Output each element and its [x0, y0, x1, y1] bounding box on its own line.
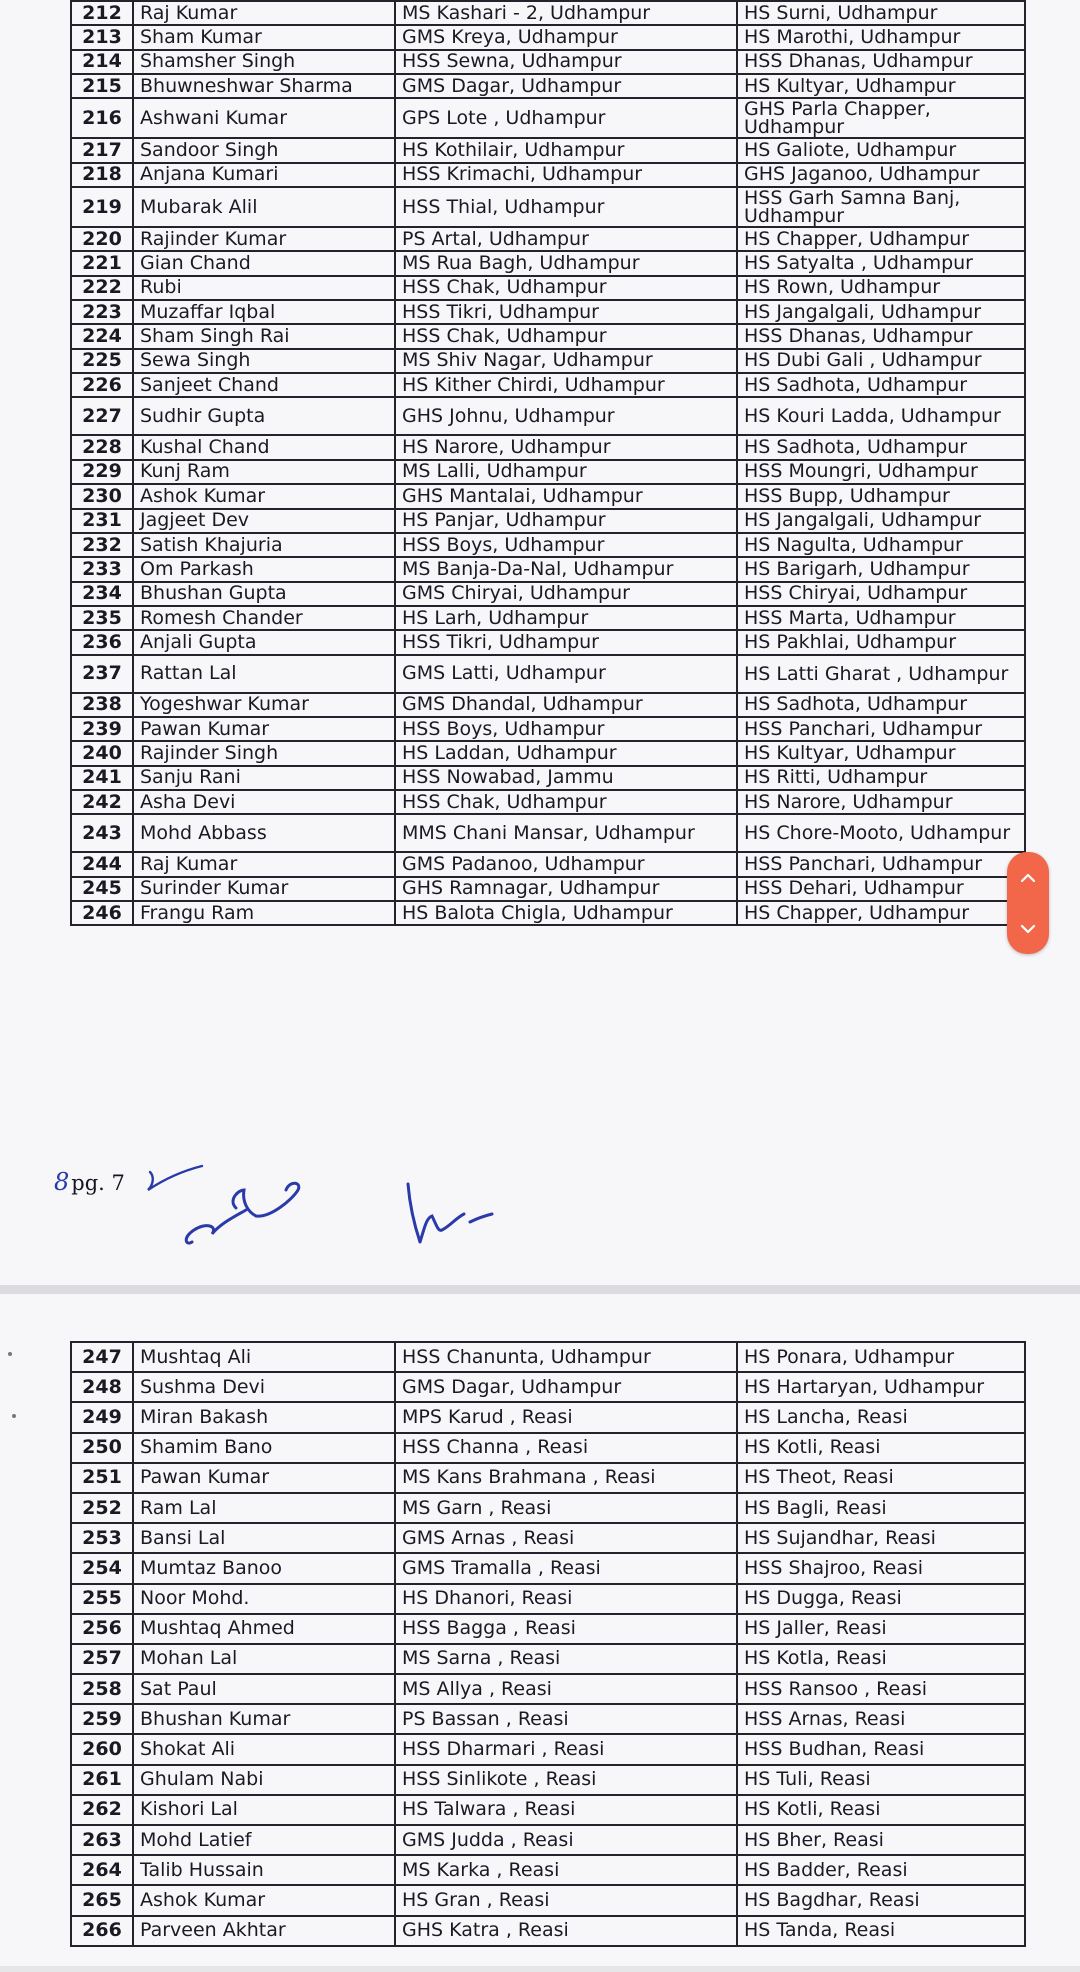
serial-number: 221 — [71, 251, 133, 275]
new-posting: HS Kotli, Reasi — [737, 1795, 1025, 1825]
employee-name: Pawan Kumar — [133, 717, 395, 741]
table-row — [71, 1674, 1025, 1704]
employee-name: Ghulam Nabi — [133, 1765, 395, 1795]
serial-number: 257 — [71, 1644, 133, 1674]
chevron-up-icon — [1020, 873, 1036, 883]
serial-number: 218 — [71, 163, 133, 187]
serial-number: 234 — [71, 582, 133, 606]
serial-number: 215 — [71, 74, 133, 98]
new-posting: HS Tanda, Reasi — [737, 1916, 1025, 1946]
table-row — [71, 484, 1025, 508]
serial-number: 256 — [71, 1614, 133, 1644]
current-posting: HSS Chak, Udhampur — [395, 790, 737, 814]
new-posting: HS Theot, Reasi — [737, 1463, 1025, 1493]
employee-name: Raj Kumar — [133, 1, 395, 25]
new-posting: HS Bagdhar, Reasi — [737, 1885, 1025, 1915]
employee-name: Muzaffar Iqbal — [133, 300, 395, 324]
table-row — [71, 1825, 1025, 1855]
table-row — [71, 251, 1025, 275]
employee-name: Sham Kumar — [133, 25, 395, 49]
table-row — [71, 98, 1025, 138]
current-posting: HSS Channa , Reasi — [395, 1433, 737, 1463]
serial-number: 223 — [71, 300, 133, 324]
current-posting: GMS Arnas , Reasi — [395, 1523, 737, 1553]
employee-name: Sudhir Gupta — [133, 397, 395, 435]
serial-number: 219 — [71, 187, 133, 227]
current-posting: GMS Tramalla , Reasi — [395, 1553, 737, 1583]
serial-number: 229 — [71, 460, 133, 484]
table-row — [71, 693, 1025, 717]
current-posting: HSS Chanunta, Udhampur — [395, 1342, 737, 1372]
employee-name: Rubi — [133, 276, 395, 300]
scan-speck — [12, 1414, 16, 1418]
new-posting: HS Bagli, Reasi — [737, 1493, 1025, 1523]
serial-number: 225 — [71, 349, 133, 373]
serial-number: 236 — [71, 630, 133, 654]
table-row — [71, 1795, 1025, 1825]
new-posting: HS Surni, Udhampur — [737, 1, 1025, 25]
serial-number: 247 — [71, 1342, 133, 1372]
current-posting: MS Allya , Reasi — [395, 1674, 737, 1704]
current-posting: MS Kashari - 2, Udhampur — [395, 1, 737, 25]
serial-number: 220 — [71, 227, 133, 251]
serial-number: 237 — [71, 655, 133, 693]
new-posting: HS Chapper, Udhampur — [737, 227, 1025, 251]
new-posting: HS Ritti, Udhampur — [737, 766, 1025, 790]
table-row — [71, 790, 1025, 814]
employee-name: Kunj Ram — [133, 460, 395, 484]
new-posting: HS Chapper, Udhampur — [737, 901, 1025, 925]
serial-number: 212 — [71, 1, 133, 25]
scroll-down-button[interactable] — [1007, 903, 1049, 954]
employee-name: Shokat Ali — [133, 1734, 395, 1764]
serial-number: 264 — [71, 1855, 133, 1885]
page-separator — [0, 1285, 1080, 1294]
current-posting: HSS Dharmari , Reasi — [395, 1734, 737, 1764]
employee-name: Ashok Kumar — [133, 484, 395, 508]
page-number — [54, 1168, 125, 1196]
current-posting: HSS Chak, Udhampur — [395, 276, 737, 300]
serial-number: 245 — [71, 877, 133, 901]
current-posting: HSS Sinlikote , Reasi — [395, 1765, 737, 1795]
table-row — [71, 852, 1025, 876]
serial-number: 248 — [71, 1372, 133, 1402]
table-row — [71, 1765, 1025, 1795]
signature-two — [408, 1184, 492, 1242]
serial-number: 258 — [71, 1674, 133, 1704]
serial-number: 216 — [71, 98, 133, 138]
employee-name: Anjana Kumari — [133, 163, 395, 187]
table-row — [71, 741, 1025, 765]
current-posting: HS Balota Chigla, Udhampur — [395, 901, 737, 925]
page-label: pg. 7 — [71, 1171, 125, 1195]
employee-name: Bhuwneshwar Sharma — [133, 74, 395, 98]
current-posting: HS Kither Chirdi, Udhampur — [395, 373, 737, 397]
table-row — [71, 397, 1025, 435]
serial-number: 217 — [71, 138, 133, 162]
employee-name: Pawan Kumar — [133, 1463, 395, 1493]
serial-number: 231 — [71, 509, 133, 533]
new-posting: GHS Jaganoo, Udhampur — [737, 163, 1025, 187]
table-row — [71, 1916, 1025, 1946]
table-row — [71, 1493, 1025, 1523]
new-posting: HS Jangalgali, Udhampur — [737, 300, 1025, 324]
scroll-up-button[interactable] — [1007, 852, 1049, 903]
new-posting: HS Ponara, Udhampur — [737, 1342, 1025, 1372]
employee-name: Anjali Gupta — [133, 630, 395, 654]
table-row — [71, 1614, 1025, 1644]
current-posting: HS Larh, Udhampur — [395, 606, 737, 630]
new-posting: HS Sadhota, Udhampur — [737, 373, 1025, 397]
serial-number: 253 — [71, 1523, 133, 1553]
current-posting: MMS Chani Mansar, Udhampur — [395, 814, 737, 852]
table-row — [71, 1584, 1025, 1614]
serial-number: 214 — [71, 50, 133, 74]
serial-number: 235 — [71, 606, 133, 630]
current-posting: MS Kans Brahmana , Reasi — [395, 1463, 737, 1493]
chevron-down-icon — [1020, 924, 1036, 934]
employee-name: Mubarak Alil — [133, 187, 395, 227]
new-posting: HS Marothi, Udhampur — [737, 25, 1025, 49]
current-posting: PS Bassan , Reasi — [395, 1704, 737, 1734]
employee-name: Sanjeet Chand — [133, 373, 395, 397]
employee-name: Sham Singh Rai — [133, 324, 395, 348]
table-row — [71, 25, 1025, 49]
new-posting: HSS Chiryai, Udhampur — [737, 582, 1025, 606]
current-posting: HSS Chak, Udhampur — [395, 324, 737, 348]
table-row — [71, 187, 1025, 227]
new-posting: HS Kotli, Reasi — [737, 1433, 1025, 1463]
employee-name: Jagjeet Dev — [133, 509, 395, 533]
signature-tick — [148, 1166, 202, 1190]
employee-name: Surinder Kumar — [133, 877, 395, 901]
new-posting: HSS Dehari, Udhampur — [737, 877, 1025, 901]
employee-name: Shamsher Singh — [133, 50, 395, 74]
new-posting: HSS Panchari, Udhampur — [737, 852, 1025, 876]
serial-number: 254 — [71, 1553, 133, 1583]
new-posting: HS Kotla, Reasi — [737, 1644, 1025, 1674]
employee-name: Talib Hussain — [133, 1855, 395, 1885]
current-posting: MS Shiv Nagar, Udhampur — [395, 349, 737, 373]
employee-name: Mohd Abbass — [133, 814, 395, 852]
serial-number: 260 — [71, 1734, 133, 1764]
employee-name: Parveen Akhtar — [133, 1916, 395, 1946]
current-posting: HSS Tikri, Udhampur — [395, 300, 737, 324]
table-row — [71, 533, 1025, 557]
serial-number: 224 — [71, 324, 133, 348]
serial-number: 250 — [71, 1433, 133, 1463]
table-row — [71, 1523, 1025, 1553]
serial-number: 243 — [71, 814, 133, 852]
table-row — [71, 1855, 1025, 1885]
table-row — [71, 1734, 1025, 1764]
new-posting: HS Galiote, Udhampur — [737, 138, 1025, 162]
serial-number: 240 — [71, 741, 133, 765]
employee-name: Mohan Lal — [133, 1644, 395, 1674]
table-row — [71, 349, 1025, 373]
current-posting: MS Banja-Da-Nal, Udhampur — [395, 557, 737, 581]
current-posting: MS Rua Bagh, Udhampur — [395, 251, 737, 275]
new-posting: HS Dubi Gali , Udhampur — [737, 349, 1025, 373]
table-row — [71, 1553, 1025, 1583]
new-posting: HSS Dhanas, Udhampur — [737, 324, 1025, 348]
current-posting: GHS Katra , Reasi — [395, 1916, 737, 1946]
employee-name: Bhushan Kumar — [133, 1704, 395, 1734]
employee-name: Frangu Ram — [133, 901, 395, 925]
table-row — [71, 1433, 1025, 1463]
current-posting: HSS Thial, Udhampur — [395, 187, 737, 227]
employee-name: Ram Lal — [133, 1493, 395, 1523]
table-row — [71, 324, 1025, 348]
table-row — [71, 276, 1025, 300]
serial-number: 239 — [71, 717, 133, 741]
new-posting: HSS Bupp, Udhampur — [737, 484, 1025, 508]
serial-number: 233 — [71, 557, 133, 581]
serial-number: 222 — [71, 276, 133, 300]
serial-number: 230 — [71, 484, 133, 508]
table-row — [71, 582, 1025, 606]
serial-number: 246 — [71, 901, 133, 925]
new-posting: HS Barigarh, Udhampur — [737, 557, 1025, 581]
new-posting: HS Jaller, Reasi — [737, 1614, 1025, 1644]
table-row — [71, 606, 1025, 630]
new-posting: HS Kouri Ladda, Udhampur — [737, 397, 1025, 435]
new-posting: HS Sadhota, Udhampur — [737, 693, 1025, 717]
current-posting: HSS Sewna, Udhampur — [395, 50, 737, 74]
table-row — [71, 766, 1025, 790]
employee-name: Yogeshwar Kumar — [133, 693, 395, 717]
new-posting: HSS Moungri, Udhampur — [737, 460, 1025, 484]
signatures — [120, 1160, 520, 1260]
new-posting: HS Sujandhar, Reasi — [737, 1523, 1025, 1553]
scan-speck — [8, 1352, 12, 1356]
employee-name: Sushma Devi — [133, 1372, 395, 1402]
document-page-2 — [0, 1294, 1080, 1966]
table-row — [71, 509, 1025, 533]
handwritten-page-marker: 8 — [54, 1168, 70, 1196]
employee-name: Mumtaz Banoo — [133, 1553, 395, 1583]
new-posting: HSS Budhan, Reasi — [737, 1734, 1025, 1764]
employee-name: Rajinder Kumar — [133, 227, 395, 251]
employee-name: Miran Bakash — [133, 1402, 395, 1432]
new-posting: HSS Marta, Udhampur — [737, 606, 1025, 630]
employee-name: Satish Khajuria — [133, 533, 395, 557]
current-posting: HS Narore, Udhampur — [395, 435, 737, 459]
serial-number: 232 — [71, 533, 133, 557]
table-row — [71, 1, 1025, 25]
current-posting: GMS Padanoo, Udhampur — [395, 852, 737, 876]
employee-name: Mohd Latief — [133, 1825, 395, 1855]
table-row — [71, 901, 1025, 925]
new-posting: HSS Ransoo , Reasi — [737, 1674, 1025, 1704]
current-posting: HS Gran , Reasi — [395, 1885, 737, 1915]
current-posting: MPS Karud , Reasi — [395, 1402, 737, 1432]
employee-name: Ashok Kumar — [133, 1885, 395, 1915]
new-posting: HS Rown, Udhampur — [737, 276, 1025, 300]
serial-number: 261 — [71, 1765, 133, 1795]
table-row — [71, 655, 1025, 693]
current-posting: HSS Krimachi, Udhampur — [395, 163, 737, 187]
serial-number: 259 — [71, 1704, 133, 1734]
employee-name: Mushtaq Ahmed — [133, 1614, 395, 1644]
new-posting: HS Sadhota, Udhampur — [737, 435, 1025, 459]
table-row — [71, 1372, 1025, 1402]
employee-name: Om Parkash — [133, 557, 395, 581]
serial-number: 249 — [71, 1402, 133, 1432]
table-row — [71, 1342, 1025, 1372]
table-row — [71, 814, 1025, 852]
new-posting: HSS Shajroo, Reasi — [737, 1553, 1025, 1583]
new-posting: HS Narore, Udhampur — [737, 790, 1025, 814]
employee-name: Rattan Lal — [133, 655, 395, 693]
current-posting: MS Garn , Reasi — [395, 1493, 737, 1523]
new-posting: GHS Parla Chapper, Udhampur — [737, 98, 1025, 138]
serial-number: 265 — [71, 1885, 133, 1915]
new-posting: HS Badder, Reasi — [737, 1855, 1025, 1885]
table-row — [71, 1402, 1025, 1432]
serial-number: 244 — [71, 852, 133, 876]
current-posting: HSS Boys, Udhampur — [395, 533, 737, 557]
current-posting: PS Artal, Udhampur — [395, 227, 737, 251]
serial-number: 255 — [71, 1584, 133, 1614]
table-row — [71, 163, 1025, 187]
table-row — [71, 300, 1025, 324]
employee-name: Bansi Lal — [133, 1523, 395, 1553]
employee-name: Kishori Lal — [133, 1795, 395, 1825]
employee-name: Asha Devi — [133, 790, 395, 814]
table-row — [71, 557, 1025, 581]
employee-name: Gian Chand — [133, 251, 395, 275]
transfer-table-page-2 — [70, 1341, 1026, 1947]
serial-number: 241 — [71, 766, 133, 790]
new-posting: HSS Garh Samna Banj, Udhampur — [737, 187, 1025, 227]
current-posting: GHS Johnu, Udhampur — [395, 397, 737, 435]
employee-name: Shamim Bano — [133, 1433, 395, 1463]
table-row — [71, 1644, 1025, 1674]
current-posting: GHS Mantalai, Udhampur — [395, 484, 737, 508]
serial-number: 251 — [71, 1463, 133, 1493]
serial-number: 266 — [71, 1916, 133, 1946]
serial-number: 263 — [71, 1825, 133, 1855]
current-posting: GMS Dhandal, Udhampur — [395, 693, 737, 717]
table-row — [71, 74, 1025, 98]
new-posting: HS Chore-Mooto, Udhampur — [737, 814, 1025, 852]
new-posting: HSS Panchari, Udhampur — [737, 717, 1025, 741]
current-posting: GHS Ramnagar, Udhampur — [395, 877, 737, 901]
new-posting: HS Bher, Reasi — [737, 1825, 1025, 1855]
serial-number: 252 — [71, 1493, 133, 1523]
table-row — [71, 435, 1025, 459]
table-row — [71, 717, 1025, 741]
employee-name: Sandoor Singh — [133, 138, 395, 162]
table-row — [71, 877, 1025, 901]
new-posting: HSS Dhanas, Udhampur — [737, 50, 1025, 74]
employee-name: Ashwani Kumar — [133, 98, 395, 138]
current-posting: MS Lalli, Udhampur — [395, 460, 737, 484]
new-posting: HSS Arnas, Reasi — [737, 1704, 1025, 1734]
serial-number: 228 — [71, 435, 133, 459]
signature-one — [186, 1183, 299, 1243]
current-posting: GPS Lote , Udhampur — [395, 98, 737, 138]
employee-name: Sewa Singh — [133, 349, 395, 373]
new-posting: HS Satyalta , Udhampur — [737, 251, 1025, 275]
serial-number: 227 — [71, 397, 133, 435]
new-posting: HS Kultyar, Udhampur — [737, 74, 1025, 98]
current-posting: GMS Judda , Reasi — [395, 1825, 737, 1855]
serial-number: 238 — [71, 693, 133, 717]
new-posting: HS Dugga, Reasi — [737, 1584, 1025, 1614]
current-posting: HS Laddan, Udhampur — [395, 741, 737, 765]
new-posting: HS Nagulta, Udhampur — [737, 533, 1025, 557]
current-posting: GMS Chiryai, Udhampur — [395, 582, 737, 606]
table-row — [71, 1704, 1025, 1734]
new-posting: HS Latti Gharat , Udhampur — [737, 655, 1025, 693]
table-row — [71, 460, 1025, 484]
table-row — [71, 1885, 1025, 1915]
table-row — [71, 50, 1025, 74]
current-posting: HSS Boys, Udhampur — [395, 717, 737, 741]
current-posting: MS Sarna , Reasi — [395, 1644, 737, 1674]
new-posting: HS Tuli, Reasi — [737, 1765, 1025, 1795]
scroll-nav-control — [1007, 852, 1049, 954]
current-posting: HSS Tikri, Udhampur — [395, 630, 737, 654]
table-row — [71, 1463, 1025, 1493]
table-row — [71, 138, 1025, 162]
new-posting: HS Lancha, Reasi — [737, 1402, 1025, 1432]
employee-name: Noor Mohd. — [133, 1584, 395, 1614]
new-posting: HS Jangalgali, Udhampur — [737, 509, 1025, 533]
current-posting: MS Karka , Reasi — [395, 1855, 737, 1885]
current-posting: HS Dhanori, Reasi — [395, 1584, 737, 1614]
current-posting: GMS Dagar, Udhampur — [395, 74, 737, 98]
current-posting: HSS Nowabad, Jammu — [395, 766, 737, 790]
employee-name: Rajinder Singh — [133, 741, 395, 765]
employee-name: Sanju Rani — [133, 766, 395, 790]
transfer-table-page-1 — [70, 0, 1026, 926]
employee-name: Sat Paul — [133, 1674, 395, 1704]
current-posting: HS Talwara , Reasi — [395, 1795, 737, 1825]
current-posting: GMS Latti, Udhampur — [395, 655, 737, 693]
serial-number: 226 — [71, 373, 133, 397]
employee-name: Raj Kumar — [133, 852, 395, 876]
table-row — [71, 630, 1025, 654]
current-posting: HSS Bagga , Reasi — [395, 1614, 737, 1644]
serial-number: 262 — [71, 1795, 133, 1825]
employee-name: Kushal Chand — [133, 435, 395, 459]
current-posting: HS Kothilair, Udhampur — [395, 138, 737, 162]
current-posting: HS Panjar, Udhampur — [395, 509, 737, 533]
serial-number: 213 — [71, 25, 133, 49]
employee-name: Mushtaq Ali — [133, 1342, 395, 1372]
current-posting: GMS Kreya, Udhampur — [395, 25, 737, 49]
new-posting: HS Hartaryan, Udhampur — [737, 1372, 1025, 1402]
new-posting: HS Kultyar, Udhampur — [737, 741, 1025, 765]
employee-name: Romesh Chander — [133, 606, 395, 630]
current-posting: GMS Dagar, Udhampur — [395, 1372, 737, 1402]
serial-number: 242 — [71, 790, 133, 814]
employee-name: Bhushan Gupta — [133, 582, 395, 606]
new-posting: HS Pakhlai, Udhampur — [737, 630, 1025, 654]
table-row — [71, 227, 1025, 251]
table-row — [71, 373, 1025, 397]
